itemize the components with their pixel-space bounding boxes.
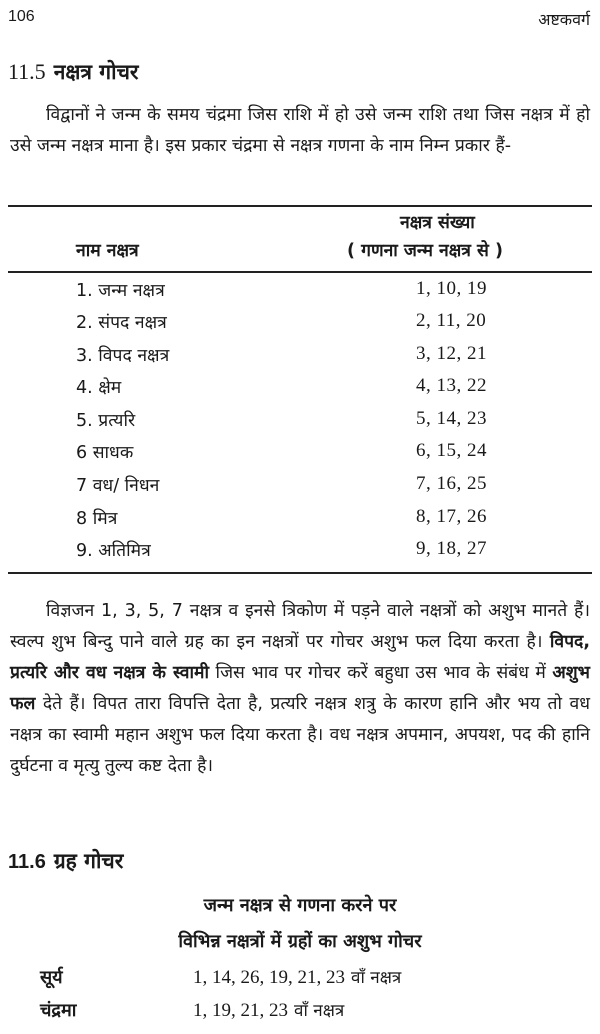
intro-text: विद्वानों ने जन्म के समय चंद्रमा जिस राशि में हो उसे जन्म राशि तथा जिस नक्षत्र में हो उसे जन्म नक्षत्र माना है। इस प्रकार चंद्रमा से नक्षत्र गणना के नाम निम्न प्रकार हैं- bbox=[10, 105, 590, 156]
table-row: 5. प्रत्यरि 5, 14, 23 bbox=[76, 408, 487, 431]
subheading-line1: जन्म नक्षत्र से गणना करने पर bbox=[203, 895, 397, 916]
header-count-line1: नक्षत्र संख्या bbox=[400, 213, 475, 233]
header-count-line2: ( गणना जन्म नक्षत्र से ) bbox=[347, 241, 503, 261]
running-header bbox=[8, 8, 590, 32]
intro-paragraph bbox=[10, 100, 590, 162]
planet-row-sun bbox=[0, 965, 600, 997]
planet-name: चंद्रमा bbox=[40, 1000, 77, 1021]
page-number: 106 bbox=[8, 8, 35, 25]
table-row: 3. विपद नक्षत्र 3, 12, 21 bbox=[76, 343, 487, 366]
header-name-column: नाम नक्षत्र bbox=[76, 241, 139, 261]
table-row: 9. अतिमित्र 9, 18, 27 bbox=[76, 538, 487, 561]
section-title: नक्षत्र गोचर bbox=[53, 60, 139, 84]
table-row: 6 साधक 6, 15, 24 bbox=[76, 440, 487, 463]
planet-name: सूर्य bbox=[40, 967, 63, 988]
table-row: 8 मित्र 8, 17, 26 bbox=[76, 506, 487, 529]
section-number: 11.6 bbox=[8, 851, 46, 873]
section-title: ग्रह गोचर bbox=[53, 849, 124, 873]
table-header-rule bbox=[8, 271, 592, 273]
book-title: अष्टकवर्ग bbox=[538, 10, 590, 29]
section-heading-11-5 bbox=[8, 58, 139, 86]
table-bottom-rule bbox=[8, 572, 592, 574]
subheading-line2: विभिन्न नक्षत्रों में ग्रहों का अशुभ गोचर bbox=[178, 931, 422, 952]
body-paragraph: विज्ञजन 1, 3, 5, 7 नक्षत्र व इनसे त्रिकोण में पड़ने वाले नक्षत्रों को अशुभ मानते हैं। स्वल्प शुभ बिन्दु पाने वाले ग्रह का इन नक्षत्रों पर गोचर अशुभ फल दिया करता है। विपद, प्रत्यरि और वध नक्षत्र के स्वामी जिस भाव पर गोचर करें बहुधा उस भाव के संबंध में अशुभ फल देते हैं। विपत तारा विपत्ति देता है, प्रत्यरि नक्षत्र शत्रु के कारण हानि और भय तो वध नक्षत्र का स्वामी महान अशुभ फल दिया करता है। वध नक्षत्र अपमान, अपयश, पद की हानि दुर्घटना व मृत्यु तुल्य कष्ट देता है। bbox=[10, 601, 590, 776]
planet-values: 1, 14, 26, 19, 21, 23 वाँ नक्षत्र bbox=[193, 967, 402, 988]
section-heading-11-6 bbox=[8, 847, 123, 875]
table-row: 2. संपद नक्षत्र 2, 11, 20 bbox=[76, 310, 487, 333]
table-row: 4. क्षेम 4, 13, 22 bbox=[76, 375, 487, 398]
table-row: 1. जन्म नक्षत्र 1, 10, 19 bbox=[76, 278, 487, 301]
bold-emphasis-lords: विपद, प्रत्यरि और वध नक्षत्र के स्वामी bbox=[10, 632, 590, 683]
table-top-rule bbox=[8, 205, 592, 207]
planet-values: 1, 19, 21, 23 वाँ नक्षत्र bbox=[193, 1000, 345, 1021]
bold-emphasis-inauspicious: अशुभ फल bbox=[10, 663, 590, 714]
planet-row-moon bbox=[0, 998, 600, 1030]
table-row: 7 वध/ निधन 7, 16, 25 bbox=[76, 473, 487, 496]
section-number: 11.5 bbox=[8, 59, 46, 84]
